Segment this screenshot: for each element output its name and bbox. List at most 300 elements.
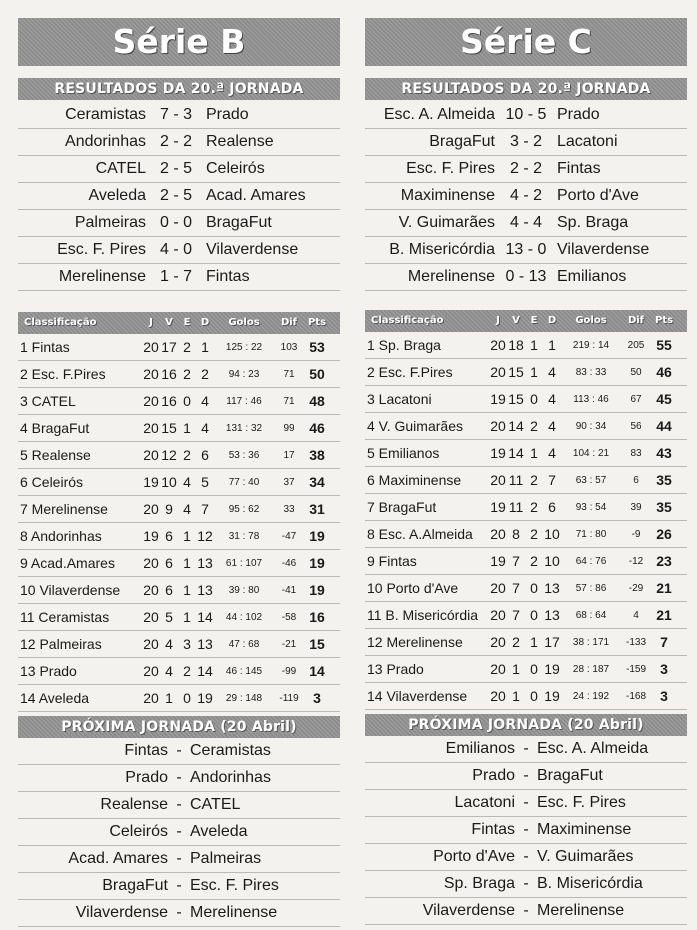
table-row	[18, 631, 340, 658]
draws: 2	[530, 472, 538, 488]
team-name: 9 Fintas	[367, 553, 417, 569]
points: 14	[309, 663, 325, 679]
draws: 4	[183, 501, 191, 517]
home-team: V. Guimarães	[398, 214, 495, 231]
goals: 24 : 192	[572, 690, 610, 702]
fixture-separator: -	[176, 823, 182, 840]
goals: 113 : 46	[573, 393, 609, 405]
home-team: Vilaverdense	[75, 904, 168, 921]
home-team: Realense	[100, 796, 168, 813]
team-name: 12 Merelinense	[367, 634, 463, 650]
goal-difference: 4	[633, 609, 639, 621]
fixture-separator: -	[523, 875, 529, 892]
goals: 61 : 107	[225, 557, 263, 569]
team-name: 1 Sp. Braga	[367, 337, 441, 353]
score: 4 - 0	[159, 241, 192, 258]
goals: 219 : 14	[572, 339, 610, 351]
points: 19	[309, 582, 325, 598]
goal-difference: 103	[280, 341, 298, 353]
games-played: 20	[143, 555, 159, 571]
score: 2 - 5	[159, 187, 192, 204]
points: 3	[660, 688, 668, 704]
home-team: Aveleda	[88, 187, 146, 204]
points: 19	[309, 555, 325, 571]
wins: 7	[512, 580, 520, 596]
away-team: Ceramistas	[190, 742, 271, 759]
table-row	[365, 494, 687, 521]
points: 46	[309, 420, 325, 436]
points: 19	[309, 528, 325, 544]
result-row	[365, 129, 687, 156]
team-name: 10 Vilaverdense	[20, 582, 121, 598]
draws: 0	[183, 393, 191, 409]
away-team: Porto d'Ave	[557, 187, 639, 204]
games-played: 20	[490, 337, 506, 353]
score: 2 - 2	[159, 133, 192, 150]
fixture-row	[18, 873, 340, 900]
home-team: Merelinense	[407, 268, 495, 285]
home-team: Lacatoni	[454, 794, 515, 811]
goal-difference: 56	[630, 420, 642, 432]
fixture-separator: -	[523, 767, 529, 784]
goal-difference: -41	[281, 584, 297, 596]
games-played: 20	[490, 580, 506, 596]
goal-difference: -133	[625, 636, 646, 648]
fixture-row	[365, 817, 687, 844]
games-played: 20	[490, 688, 506, 704]
away-team: B. Misericórdia	[537, 875, 643, 892]
games-played: 19	[490, 499, 506, 515]
col-j: J	[496, 315, 500, 326]
wins: 17	[161, 339, 177, 355]
result-row	[18, 102, 340, 129]
result-row	[18, 129, 340, 156]
draws: 1	[183, 582, 191, 598]
goal-difference: 83	[630, 447, 642, 459]
draws: 0	[183, 690, 191, 706]
team-name: 1 Fintas	[20, 339, 70, 355]
result-row	[18, 237, 340, 264]
table-row	[18, 442, 340, 469]
serie-c-results-title: RESULTADOS DA 20.ª JORNADA	[365, 78, 687, 100]
away-team: Esc. F. Pires	[190, 877, 279, 894]
serie-b-standings	[18, 312, 340, 712]
table-row	[18, 388, 340, 415]
home-team: Prado	[472, 767, 515, 784]
team-name: 7 BragaFut	[367, 499, 437, 515]
home-team: Esc. A. Almeida	[383, 106, 495, 123]
games-played: 20	[490, 472, 506, 488]
result-row	[365, 183, 687, 210]
draws: 0	[530, 391, 538, 407]
home-team: Fintas	[471, 821, 515, 838]
goals: 29 : 148	[225, 692, 263, 704]
games-played: 19	[490, 391, 506, 407]
score: 13 - 0	[505, 241, 547, 258]
serie-b-results	[18, 102, 340, 291]
away-team: CATEL	[190, 796, 241, 813]
games-played: 20	[490, 364, 506, 380]
goals: 31 : 78	[228, 530, 260, 542]
table-row	[365, 575, 687, 602]
result-row	[18, 264, 340, 291]
goal-difference: 67	[630, 393, 642, 405]
points: 35	[656, 472, 672, 488]
losses: 13	[197, 636, 213, 652]
draws: 1	[530, 634, 538, 650]
losses: 5	[201, 474, 209, 490]
serie-b-next-title: PRÓXIMA JORNADA (20 Abril)	[18, 716, 340, 738]
games-played: 20	[143, 366, 159, 382]
wins: 6	[165, 528, 173, 544]
fixture-row	[18, 738, 340, 765]
losses: 4	[201, 393, 209, 409]
losses: 19	[197, 690, 213, 706]
table-row	[365, 467, 687, 494]
wins: 15	[508, 364, 524, 380]
games-played: 19	[490, 445, 506, 461]
wins: 4	[165, 636, 173, 652]
fixture-row	[18, 846, 340, 873]
points: 53	[309, 339, 325, 355]
losses: 6	[201, 447, 209, 463]
home-team: Maximinense	[400, 187, 495, 204]
fixture-separator: -	[176, 769, 182, 786]
games-played: 20	[143, 420, 159, 436]
away-team: Esc. F. Pires	[537, 794, 626, 811]
draws: 2	[183, 447, 191, 463]
team-name: 2 Esc. F.Pires	[20, 366, 106, 382]
fixture-separator: -	[523, 848, 529, 865]
table-row	[18, 685, 340, 712]
fixture-separator: -	[523, 902, 529, 919]
losses: 14	[197, 663, 213, 679]
away-team: Vilaverdense	[557, 241, 650, 258]
draws: 1	[183, 420, 191, 436]
score: 2 - 5	[159, 160, 192, 177]
goal-difference: -21	[281, 638, 297, 650]
losses: 12	[197, 528, 213, 544]
away-team: Andorinhas	[190, 769, 271, 786]
away-team: Maximinense	[537, 821, 632, 838]
table-row	[365, 521, 687, 548]
home-team: Emilianos	[445, 740, 515, 757]
table-row	[18, 550, 340, 577]
wins: 5	[165, 609, 173, 625]
goals: 90 : 34	[575, 420, 607, 432]
points: 7	[660, 634, 668, 650]
home-team: Celeirós	[109, 823, 168, 840]
goals: 93 : 54	[575, 501, 607, 513]
points: 23	[656, 553, 672, 569]
serie-b-next-round	[18, 716, 340, 927]
away-team: Lacatoni	[557, 133, 618, 150]
home-team: BragaFut	[102, 877, 168, 894]
home-team: Ceramistas	[65, 106, 146, 123]
home-team: Merelinense	[58, 268, 146, 285]
losses: 7	[548, 472, 556, 488]
team-name: 4 BragaFut	[20, 420, 90, 436]
away-team: Acad. Amares	[206, 187, 306, 204]
goals: 94 : 23	[228, 368, 260, 380]
away-team: Fintas	[206, 268, 250, 285]
draws: 0	[530, 661, 538, 677]
points: 50	[309, 366, 325, 382]
result-row	[365, 264, 687, 291]
fixture-separator: -	[176, 904, 182, 921]
table-row	[365, 332, 687, 359]
team-name: 2 Esc. F.Pires	[367, 364, 453, 380]
points: 43	[656, 445, 672, 461]
away-team: Merelinense	[190, 904, 278, 921]
points: 44	[656, 418, 672, 434]
games-played: 20	[490, 526, 506, 542]
games-played: 20	[143, 339, 159, 355]
losses: 4	[548, 445, 556, 461]
team-name: 10 Porto d'Ave	[367, 580, 459, 596]
team-name: 3 Lacatoni	[367, 391, 432, 407]
goals: 28 : 187	[572, 663, 610, 675]
losses: 10	[544, 553, 560, 569]
wins: 9	[165, 501, 173, 517]
points: 46	[656, 364, 672, 380]
wins: 6	[165, 555, 173, 571]
fixture-row	[365, 790, 687, 817]
score: 0 - 0	[159, 214, 192, 231]
col-v: V	[165, 317, 173, 328]
table-row	[18, 334, 340, 361]
losses: 13	[544, 607, 560, 623]
away-team: Palmeiras	[190, 850, 262, 867]
team-name: 6 Celeirós	[20, 474, 84, 490]
away-team: Aveleda	[190, 823, 248, 840]
draws: 1	[183, 528, 191, 544]
serie-b-standings-body	[18, 334, 340, 712]
draws: 2	[530, 526, 538, 542]
result-row	[365, 156, 687, 183]
goal-difference: -46	[281, 557, 297, 569]
fixture-separator: -	[523, 794, 529, 811]
goal-difference: 71	[283, 368, 295, 380]
away-team: V. Guimarães	[537, 848, 634, 865]
away-team: BragaFut	[206, 214, 272, 231]
goals: 47 : 68	[228, 638, 260, 650]
goal-difference: 205	[627, 339, 645, 351]
home-team: B. Misericórdia	[389, 241, 495, 258]
away-team: Prado	[206, 106, 249, 123]
losses: 4	[548, 391, 556, 407]
col-pts: Pts	[654, 315, 674, 326]
games-played: 20	[143, 636, 159, 652]
draws: 2	[530, 499, 538, 515]
away-team: Realense	[206, 133, 274, 150]
score: 0 - 13	[505, 268, 547, 285]
goals: 83 : 33	[575, 366, 607, 378]
games-played: 19	[143, 528, 159, 544]
result-row	[18, 183, 340, 210]
serie-c-results	[365, 102, 687, 291]
col-d: D	[547, 315, 557, 326]
col-golos: Golos	[228, 317, 260, 328]
losses: 1	[201, 339, 209, 355]
away-team: Esc. A. Almeida	[537, 740, 649, 757]
team-name: 13 Prado	[20, 663, 77, 679]
draws: 0	[530, 688, 538, 704]
draws: 1	[530, 445, 538, 461]
away-team: Emilianos	[557, 268, 627, 285]
col-j: J	[149, 317, 153, 328]
losses: 4	[548, 418, 556, 434]
goals: 125 : 22	[225, 341, 263, 353]
score: 4 - 4	[509, 214, 542, 231]
goal-difference: -119	[279, 692, 299, 704]
points: 31	[309, 501, 325, 517]
table-row	[18, 361, 340, 388]
serie-b-column	[18, 18, 340, 921]
goals: 71 : 80	[575, 528, 607, 540]
losses: 1	[548, 337, 556, 353]
goals: 64 : 76	[575, 555, 607, 567]
points: 21	[656, 580, 672, 596]
fixture-row	[18, 792, 340, 819]
table-row	[18, 469, 340, 496]
goals: 95 : 62	[228, 503, 260, 515]
table-row	[18, 658, 340, 685]
points: 3	[660, 661, 668, 677]
team-name: 14 Aveleda	[20, 690, 90, 706]
wins: 18	[508, 337, 524, 353]
away-team: Celeirós	[206, 160, 265, 177]
wins: 16	[161, 393, 177, 409]
home-team: Esc. F. Pires	[406, 160, 495, 177]
points: 21	[656, 607, 672, 623]
points: 35	[656, 499, 672, 515]
score: 10 - 5	[505, 106, 547, 123]
table-row	[365, 629, 687, 656]
wins: 15	[161, 420, 177, 436]
fixture-separator: -	[176, 796, 182, 813]
goal-difference: 50	[630, 366, 642, 378]
serie-c-standings	[365, 310, 687, 710]
home-team: Esc. F. Pires	[57, 241, 146, 258]
goals: 57 : 86	[575, 582, 607, 594]
fixture-row	[365, 844, 687, 871]
games-played: 20	[143, 501, 159, 517]
goal-difference: -47	[281, 530, 297, 542]
points: 15	[309, 636, 325, 652]
games-played: 20	[143, 609, 159, 625]
result-row	[365, 102, 687, 129]
team-name: 11 Ceramistas	[20, 609, 110, 625]
col-e: E	[530, 315, 538, 326]
goal-difference: -29	[628, 582, 644, 594]
fixture-separator: -	[176, 742, 182, 759]
table-row	[365, 683, 687, 710]
goal-difference: -168	[625, 690, 646, 702]
losses: 17	[544, 634, 560, 650]
fixture-separator: -	[523, 821, 529, 838]
serie-c-next-body	[365, 736, 687, 925]
col-v: V	[512, 315, 520, 326]
draws: 1	[183, 555, 191, 571]
fixture-row	[18, 900, 340, 927]
wins: 16	[161, 366, 177, 382]
goals: 46 : 145	[225, 665, 263, 677]
draws: 3	[183, 636, 191, 652]
wins: 11	[508, 499, 524, 515]
wins: 8	[512, 526, 520, 542]
games-played: 20	[490, 607, 506, 623]
goal-difference: 33	[283, 503, 295, 515]
home-team: Sp. Braga	[443, 875, 515, 892]
goals: 68 : 64	[575, 609, 607, 621]
losses: 19	[544, 688, 560, 704]
standings-header	[365, 310, 687, 332]
games-played: 19	[490, 553, 506, 569]
table-row	[18, 604, 340, 631]
goal-difference: -58	[281, 611, 297, 623]
wins: 14	[508, 418, 524, 434]
home-team: Prado	[125, 769, 168, 786]
wins: 6	[165, 582, 173, 598]
losses: 4	[548, 364, 556, 380]
fixture-row	[365, 898, 687, 925]
result-row	[18, 156, 340, 183]
games-played: 20	[143, 447, 159, 463]
points: 48	[309, 393, 325, 409]
losses: 13	[544, 580, 560, 596]
losses: 13	[197, 555, 213, 571]
draws: 0	[530, 580, 538, 596]
goals: 39 : 80	[228, 584, 260, 596]
fixture-row	[365, 871, 687, 898]
team-name: 8 Esc. A.Almeida	[367, 526, 473, 542]
team-name: 9 Acad.Amares	[20, 555, 115, 571]
wins: 1	[165, 690, 173, 706]
home-team: Vilaverdense	[422, 902, 515, 919]
games-played: 20	[490, 634, 506, 650]
losses: 7	[201, 501, 209, 517]
games-played: 20	[143, 663, 159, 679]
games-played: 20	[490, 418, 506, 434]
table-row	[18, 415, 340, 442]
losses: 2	[201, 366, 209, 382]
serie-c-next-round	[365, 714, 687, 925]
points: 3	[313, 690, 321, 706]
goal-difference: -12	[628, 555, 644, 567]
games-played: 20	[490, 661, 506, 677]
points: 55	[656, 337, 672, 353]
wins: 1	[512, 661, 520, 677]
team-name: 6 Maximinense	[367, 472, 462, 488]
games-played: 20	[143, 582, 159, 598]
wins: 4	[165, 663, 173, 679]
home-team: Fintas	[124, 742, 168, 759]
col-d: D	[200, 317, 210, 328]
away-team: Vilaverdense	[206, 241, 299, 258]
points: 26	[656, 526, 672, 542]
goals: 117 : 46	[226, 395, 262, 407]
games-played: 20	[143, 393, 159, 409]
table-row	[18, 577, 340, 604]
draws: 0	[530, 607, 538, 623]
goals: 63 : 57	[575, 474, 607, 486]
goal-difference: 37	[283, 476, 295, 488]
goals: 77 : 40	[228, 476, 260, 488]
losses: 6	[548, 499, 556, 515]
points: 45	[656, 391, 672, 407]
draws: 1	[530, 364, 538, 380]
